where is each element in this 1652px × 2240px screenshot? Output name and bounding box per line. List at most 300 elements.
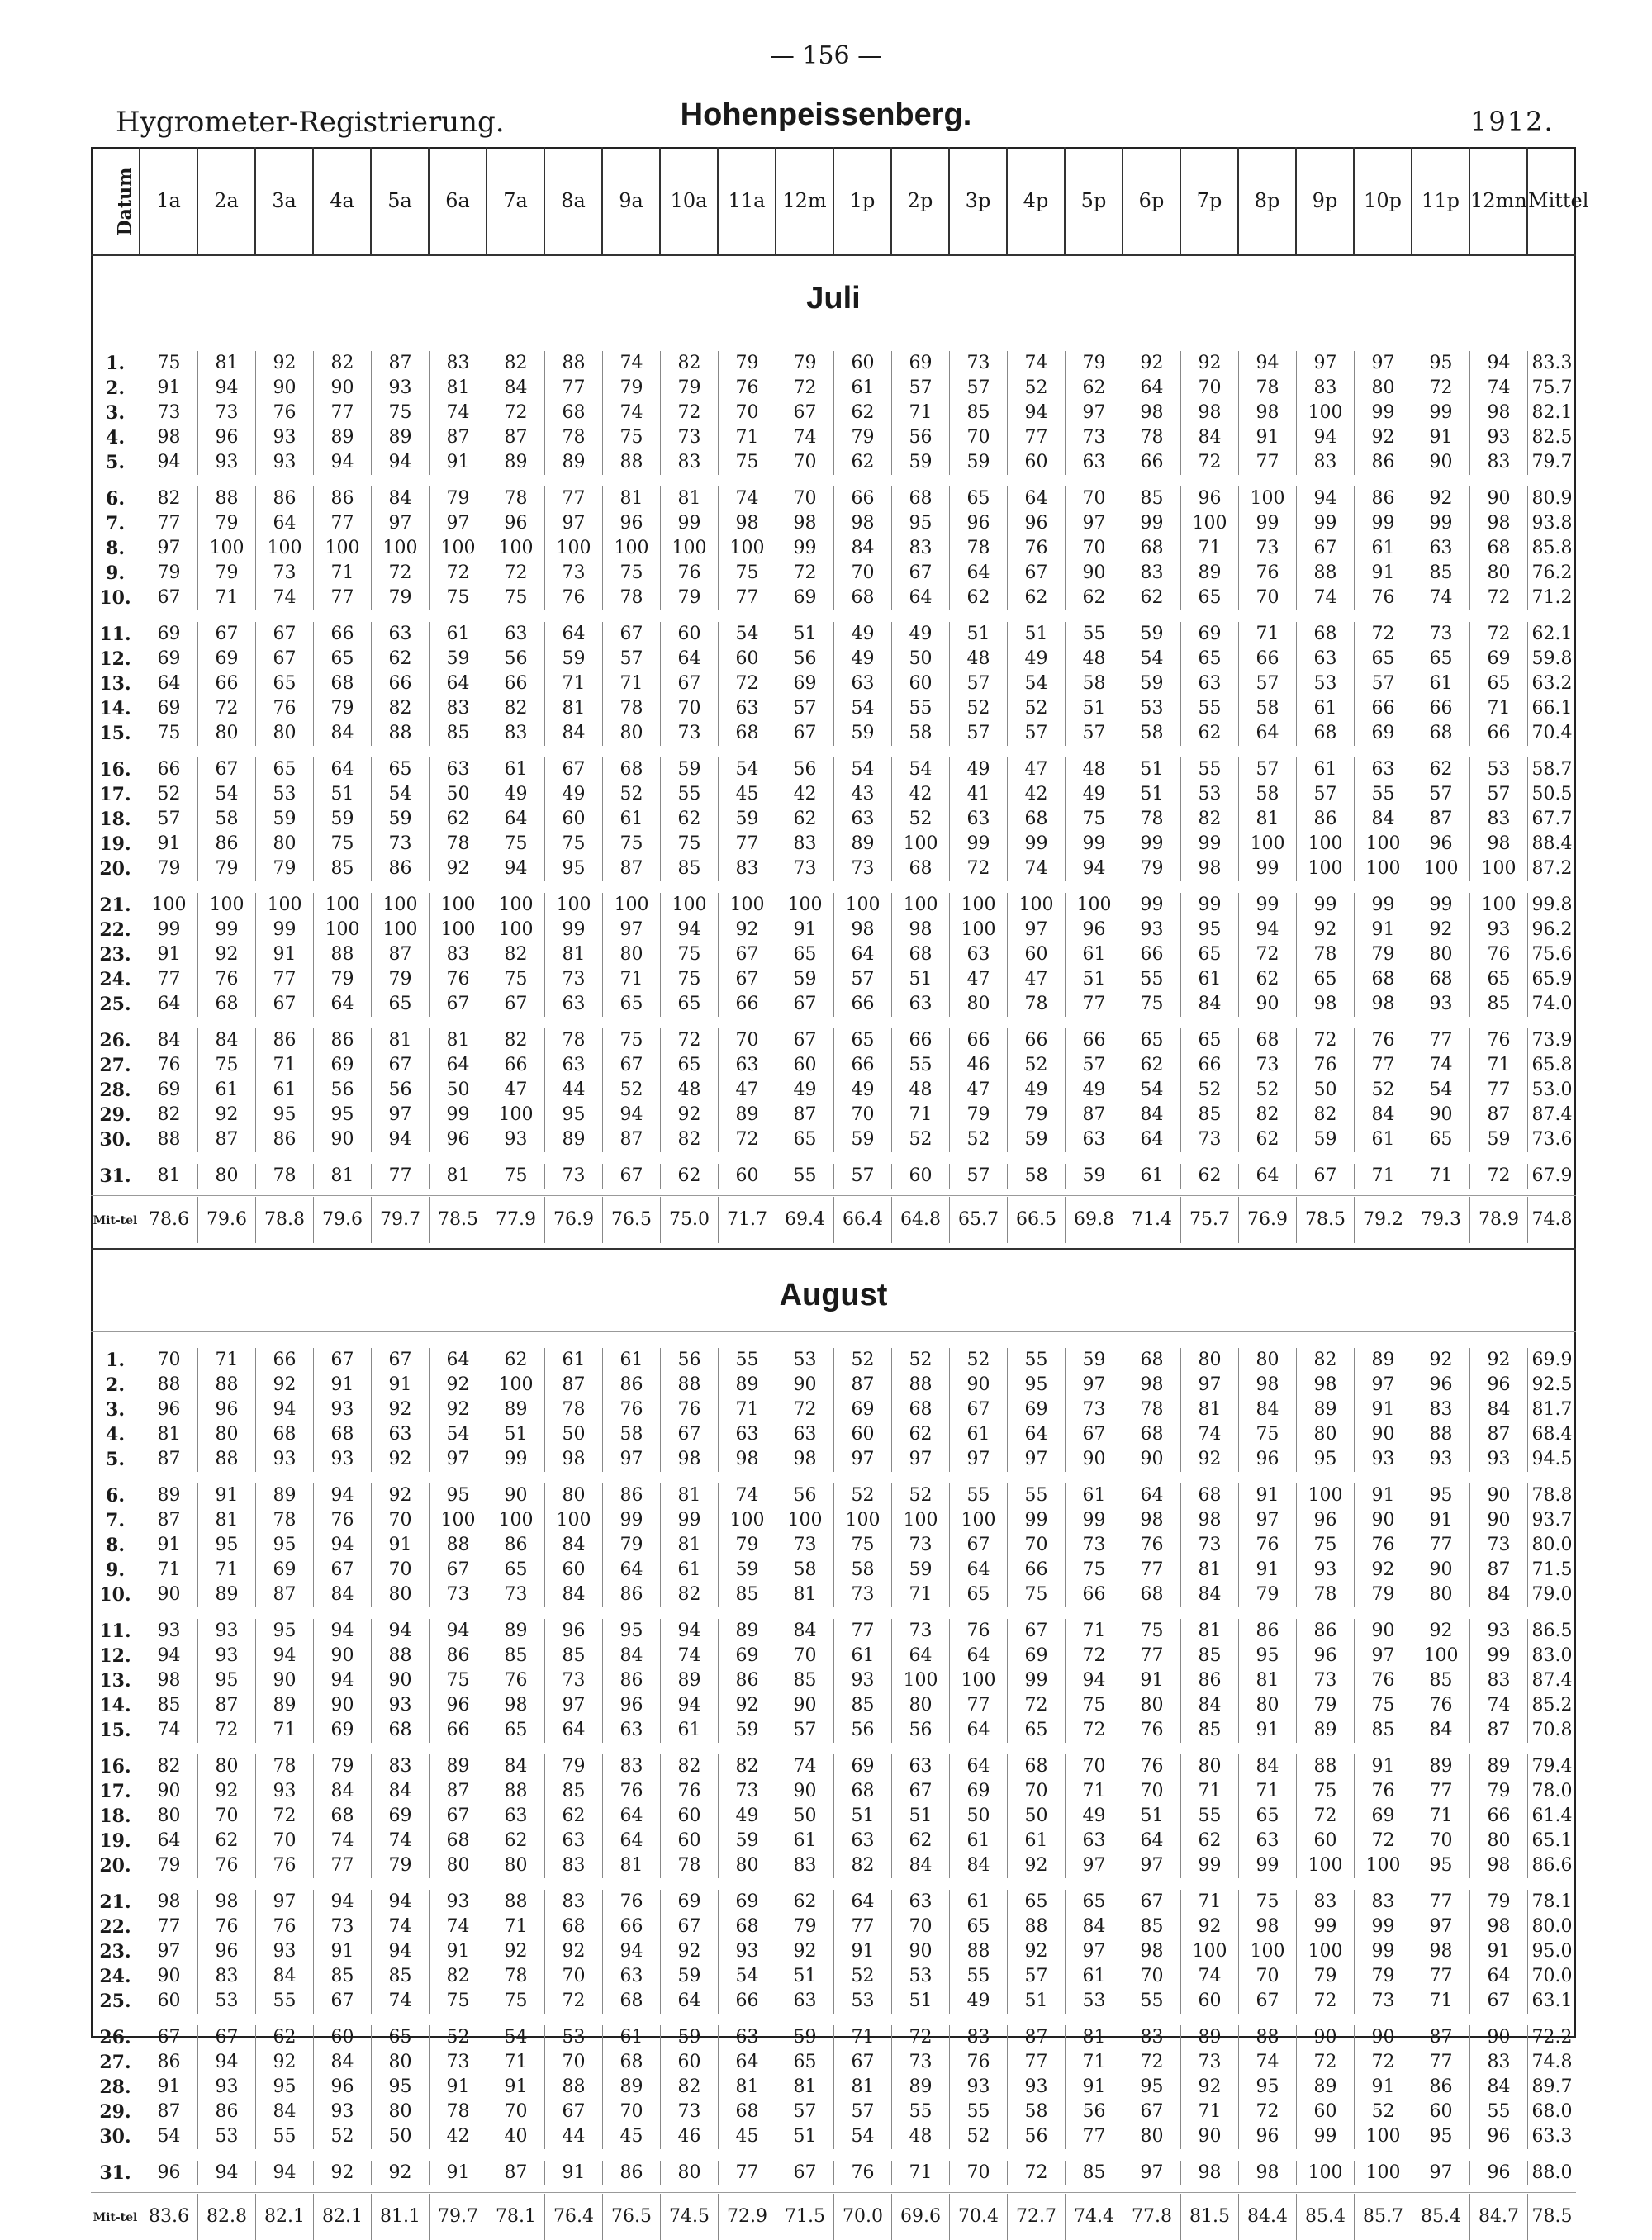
humidity-value: 94 <box>198 376 256 401</box>
table-row <box>91 376 1576 401</box>
humidity-value: 76 <box>950 1619 1008 1644</box>
humidity-value: 97 <box>1066 401 1123 425</box>
humidity-value: 81 <box>661 486 719 511</box>
humidity-value: 72 <box>1123 2050 1181 2075</box>
humidity-value: 86 <box>603 2161 661 2185</box>
humidity-value: 79 <box>776 351 834 376</box>
humidity-value: 73 <box>776 1533 834 1558</box>
humidity-value: 52 <box>892 1127 950 1152</box>
humidity-value: 89 <box>545 1127 603 1152</box>
row-date: 15. <box>91 721 140 746</box>
table-row <box>91 1829 1576 1853</box>
row-date: 31. <box>91 1164 140 1189</box>
mean-row-label <box>91 2194 140 2240</box>
humidity-value: 69 <box>140 647 198 672</box>
table-row <box>91 351 1576 376</box>
humidity-value: 73 <box>661 425 719 450</box>
humidity-value: 100 <box>487 1103 545 1127</box>
humidity-value: 82 <box>487 351 545 376</box>
humidity-value: 98 <box>487 1693 545 1718</box>
humidity-value: 71 <box>314 561 372 586</box>
humidity-value: 82 <box>1297 1103 1355 1127</box>
humidity-value: 67 <box>719 942 776 967</box>
daily-mean: 80.0 <box>1531 1535 1573 1555</box>
humidity-value: 65 <box>1181 1028 1239 1053</box>
row-date: 17. <box>91 782 140 807</box>
humidity-value: 60 <box>834 1422 892 1447</box>
humidity-value: 68 <box>834 1779 892 1804</box>
humidity-value: 71 <box>892 1583 950 1607</box>
humidity-value: 57 <box>950 1164 1008 1189</box>
humidity-value: 99 <box>430 1103 487 1127</box>
humidity-value: 84 <box>776 1619 834 1644</box>
humidity-value: 92 <box>314 2161 372 2185</box>
humidity-value: 65 <box>1412 1127 1470 1152</box>
humidity-value: 82 <box>661 1754 719 1779</box>
table-row <box>91 647 1576 672</box>
humidity-value: 100 <box>1297 1939 1355 1964</box>
humidity-value: 57 <box>1008 721 1066 746</box>
humidity-value: 68 <box>1008 1754 1066 1779</box>
humidity-value: 88 <box>140 1373 198 1398</box>
humidity-value: 88 <box>1239 2025 1297 2050</box>
humidity-value: 87 <box>1470 1422 1528 1447</box>
humidity-value: 63 <box>545 1829 603 1853</box>
column-header-hour: 10a <box>661 147 719 254</box>
humidity-value: 82 <box>1297 1348 1355 1373</box>
humidity-value: 77 <box>314 1853 372 1878</box>
humidity-value: 95 <box>1412 1483 1470 1508</box>
humidity-value: 74 <box>776 1754 834 1779</box>
humidity-value: 88 <box>198 1447 256 1472</box>
hourly-mean: 79.6 <box>314 1197 372 1243</box>
humidity-value: 75 <box>1123 992 1181 1017</box>
hourly-mean: 69.8 <box>1066 1197 1123 1243</box>
hourly-mean: 79.6 <box>198 1197 256 1243</box>
humidity-value: 57 <box>140 807 198 832</box>
daily-mean: 81.7 <box>1531 1399 1573 1420</box>
humidity-value: 80 <box>1239 1693 1297 1718</box>
humidity-value: 71 <box>1066 1619 1123 1644</box>
humidity-value: 61 <box>1412 672 1470 696</box>
humidity-value: 65 <box>372 992 430 1017</box>
humidity-value: 100 <box>1066 893 1123 918</box>
humidity-value: 72 <box>1066 1718 1123 1743</box>
humidity-value: 76 <box>198 1915 256 1939</box>
humidity-value: 100 <box>1297 401 1355 425</box>
humidity-value: 94 <box>198 2161 256 2185</box>
daily-mean: 88.0 <box>1531 2162 1573 2183</box>
humidity-value: 70 <box>661 696 719 721</box>
hourly-mean: 71.4 <box>1123 1197 1181 1243</box>
humidity-value: 71 <box>1412 1804 1470 1829</box>
hourly-mean: 81.5 <box>1181 2194 1239 2240</box>
humidity-value: 63 <box>834 1829 892 1853</box>
humidity-value: 91 <box>1239 1558 1297 1583</box>
humidity-value: 91 <box>430 450 487 475</box>
humidity-value: 78 <box>487 486 545 511</box>
humidity-value: 59 <box>892 450 950 475</box>
humidity-value: 80 <box>1123 1693 1181 1718</box>
humidity-value: 90 <box>776 1693 834 1718</box>
humidity-value: 67 <box>198 2025 256 2050</box>
humidity-value: 99 <box>1470 1644 1528 1668</box>
humidity-value: 100 <box>1355 2161 1412 2185</box>
humidity-value: 42 <box>430 2124 487 2149</box>
humidity-value: 91 <box>1355 1754 1412 1779</box>
humidity-value: 50 <box>372 2124 430 2149</box>
humidity-value: 73 <box>776 857 834 881</box>
humidity-value: 90 <box>1355 1422 1412 1447</box>
daily-mean: 62.1 <box>1531 624 1573 644</box>
humidity-value: 90 <box>1412 450 1470 475</box>
daily-mean: 75.7 <box>1531 377 1573 398</box>
humidity-value: 86 <box>1239 1619 1297 1644</box>
humidity-value: 60 <box>661 1829 719 1853</box>
humidity-value: 61 <box>430 622 487 647</box>
humidity-value: 55 <box>892 696 950 721</box>
humidity-value: 80 <box>1470 1829 1528 1853</box>
humidity-value: 80 <box>487 1853 545 1878</box>
humidity-value: 97 <box>1008 918 1066 942</box>
humidity-value: 81 <box>430 376 487 401</box>
humidity-value: 92 <box>1297 918 1355 942</box>
humidity-value: 72 <box>198 1718 256 1743</box>
humidity-value: 96 <box>1181 486 1239 511</box>
humidity-value: 69 <box>1008 1644 1066 1668</box>
humidity-value: 73 <box>892 1533 950 1558</box>
humidity-value: 54 <box>834 2124 892 2149</box>
humidity-value: 98 <box>1470 511 1528 536</box>
row-date: 9. <box>91 1558 140 1583</box>
humidity-value: 51 <box>1066 967 1123 992</box>
humidity-value: 63 <box>1355 757 1412 782</box>
humidity-value: 67 <box>661 1422 719 1447</box>
humidity-value: 94 <box>1297 486 1355 511</box>
humidity-value: 64 <box>256 511 314 536</box>
humidity-value: 64 <box>1008 486 1066 511</box>
humidity-value: 71 <box>256 1718 314 1743</box>
hourly-mean: 66.5 <box>1008 1197 1066 1243</box>
humidity-value: 53 <box>1123 696 1181 721</box>
humidity-value: 68 <box>1123 1583 1181 1607</box>
hourly-mean: 78.1 <box>487 2194 545 2240</box>
humidity-value: 45 <box>719 782 776 807</box>
humidity-value: 54 <box>1008 672 1066 696</box>
humidity-value: 65 <box>776 2050 834 2075</box>
humidity-value: 67 <box>950 1398 1008 1422</box>
humidity-value: 89 <box>719 1103 776 1127</box>
humidity-value: 70 <box>1123 1964 1181 1989</box>
humidity-value: 53 <box>198 2124 256 2149</box>
hourly-mean: 83.6 <box>140 2194 198 2240</box>
hourly-mean: 76.9 <box>1239 1197 1297 1243</box>
humidity-value: 84 <box>1355 1103 1412 1127</box>
humidity-value: 52 <box>834 1483 892 1508</box>
humidity-value: 90 <box>1066 561 1123 586</box>
humidity-value: 51 <box>950 622 1008 647</box>
humidity-value: 74 <box>314 1829 372 1853</box>
humidity-value: 85 <box>1412 561 1470 586</box>
humidity-value: 99 <box>1297 893 1355 918</box>
humidity-value: 82 <box>314 351 372 376</box>
humidity-value: 69 <box>314 1718 372 1743</box>
daily-mean: 65.1 <box>1531 1830 1573 1851</box>
humidity-value: 48 <box>892 1078 950 1103</box>
daily-mean: 65.8 <box>1531 1055 1573 1075</box>
humidity-value: 99 <box>1066 832 1123 857</box>
humidity-value: 76 <box>661 1398 719 1422</box>
humidity-value: 88 <box>1412 1422 1470 1447</box>
humidity-value: 84 <box>1181 1693 1239 1718</box>
humidity-value: 61 <box>487 757 545 782</box>
humidity-value: 78 <box>1123 807 1181 832</box>
humidity-value: 67 <box>1239 1989 1297 2014</box>
humidity-value: 80 <box>1355 376 1412 401</box>
humidity-value: 89 <box>661 1668 719 1693</box>
humidity-value: 91 <box>1355 2075 1412 2100</box>
humidity-value: 62 <box>1181 721 1239 746</box>
humidity-value: 63 <box>1239 1829 1297 1853</box>
humidity-value: 54 <box>719 757 776 782</box>
table-row <box>91 992 1576 1017</box>
year-label: 1912. <box>1470 106 1555 137</box>
column-header-hour: 8p <box>1239 147 1297 254</box>
hourly-mean: 76.5 <box>603 1197 661 1243</box>
humidity-value: 88 <box>372 1644 430 1668</box>
mean-row-label <box>91 1197 140 1243</box>
humidity-value: 64 <box>603 1558 661 1583</box>
humidity-value: 86 <box>140 2050 198 2075</box>
humidity-value: 77 <box>834 1619 892 1644</box>
humidity-value: 70 <box>372 1508 430 1533</box>
humidity-value: 63 <box>719 1422 776 1447</box>
humidity-value: 75 <box>1355 1693 1412 1718</box>
humidity-value: 62 <box>1123 586 1181 610</box>
humidity-value: 98 <box>1470 401 1528 425</box>
humidity-value: 92 <box>1470 1348 1528 1373</box>
humidity-value: 98 <box>1123 1508 1181 1533</box>
humidity-value: 80 <box>1181 1754 1239 1779</box>
humidity-value: 81 <box>719 2075 776 2100</box>
humidity-value: 68 <box>1123 1348 1181 1373</box>
humidity-value: 95 <box>256 2075 314 2100</box>
humidity-value: 59 <box>892 1558 950 1583</box>
humidity-value: 74 <box>1181 1964 1239 1989</box>
humidity-value: 67 <box>1470 1989 1528 2014</box>
humidity-value: 41 <box>950 782 1008 807</box>
humidity-value: 93 <box>256 1779 314 1804</box>
humidity-value: 86 <box>198 832 256 857</box>
humidity-value: 68 <box>603 2050 661 2075</box>
humidity-value: 100 <box>372 918 430 942</box>
humidity-value: 92 <box>1181 1915 1239 1939</box>
humidity-value: 93 <box>1008 2075 1066 2100</box>
humidity-value: 62 <box>834 401 892 425</box>
humidity-value: 81 <box>430 1164 487 1189</box>
humidity-value: 64 <box>314 757 372 782</box>
humidity-value: 100 <box>950 893 1008 918</box>
humidity-value: 76 <box>719 376 776 401</box>
humidity-value: 98 <box>140 1668 198 1693</box>
humidity-value: 91 <box>314 1939 372 1964</box>
daily-mean: 87.4 <box>1531 1670 1573 1691</box>
humidity-value: 56 <box>892 1718 950 1743</box>
humidity-value: 100 <box>1008 893 1066 918</box>
humidity-value: 65 <box>1470 672 1528 696</box>
humidity-value: 82 <box>140 1754 198 1779</box>
humidity-value: 83 <box>1470 2050 1528 2075</box>
humidity-value: 62 <box>1181 1829 1239 1853</box>
hourly-mean: 64.8 <box>892 1197 950 1243</box>
humidity-value: 66 <box>314 622 372 647</box>
humidity-value: 80 <box>661 2161 719 2185</box>
humidity-value: 73 <box>430 1583 487 1607</box>
humidity-value: 67 <box>545 757 603 782</box>
humidity-value: 50 <box>950 1804 1008 1829</box>
humidity-value: 100 <box>430 893 487 918</box>
humidity-value: 76 <box>1470 942 1528 967</box>
humidity-value: 61 <box>834 1644 892 1668</box>
humidity-value: 100 <box>1239 1939 1297 1964</box>
humidity-value: 79 <box>1470 1890 1528 1915</box>
humidity-value: 91 <box>545 2161 603 2185</box>
daily-mean: 70.4 <box>1531 723 1573 743</box>
humidity-value: 85 <box>1412 1668 1470 1693</box>
humidity-value: 57 <box>950 376 1008 401</box>
humidity-value: 81 <box>776 1583 834 1607</box>
humidity-value: 92 <box>1412 918 1470 942</box>
table-row <box>91 893 1576 918</box>
humidity-value: 88 <box>372 721 430 746</box>
table-row <box>91 2025 1576 2050</box>
humidity-value: 69 <box>1470 647 1528 672</box>
humidity-value: 79 <box>1355 942 1412 967</box>
humidity-value: 63 <box>892 1754 950 1779</box>
humidity-value: 76 <box>314 1508 372 1533</box>
humidity-value: 87 <box>776 1103 834 1127</box>
humidity-value: 99 <box>1239 857 1297 881</box>
humidity-value: 48 <box>661 1078 719 1103</box>
humidity-value: 89 <box>603 2075 661 2100</box>
humidity-value: 98 <box>1181 1508 1239 1533</box>
humidity-value: 71 <box>256 1053 314 1078</box>
humidity-value: 91 <box>1239 1483 1297 1508</box>
humidity-value: 81 <box>372 1028 430 1053</box>
daily-mean: 82.5 <box>1531 427 1573 448</box>
humidity-value: 84 <box>834 536 892 561</box>
humidity-value: 67 <box>372 1348 430 1373</box>
humidity-value: 53 <box>1470 757 1528 782</box>
humidity-value: 99 <box>1123 511 1181 536</box>
hourly-mean: 79.3 <box>1412 1197 1470 1243</box>
humidity-value: 54 <box>198 782 256 807</box>
humidity-value: 61 <box>1008 1829 1066 1853</box>
row-date: 7. <box>91 1508 140 1533</box>
humidity-value: 71 <box>1066 1779 1123 1804</box>
humidity-value: 58 <box>1008 1164 1066 1189</box>
humidity-value: 76 <box>545 586 603 610</box>
column-header-hour: 11p <box>1412 147 1470 254</box>
humidity-value: 75 <box>1297 1779 1355 1804</box>
humidity-value: 86 <box>256 1028 314 1053</box>
humidity-value: 70 <box>603 2100 661 2124</box>
humidity-value: 83 <box>372 1754 430 1779</box>
column-header-hour: 11a <box>719 147 776 254</box>
humidity-value: 96 <box>430 1693 487 1718</box>
row-date: 3. <box>91 1398 140 1422</box>
humidity-value: 87 <box>198 1127 256 1152</box>
humidity-value: 65 <box>776 1127 834 1152</box>
humidity-value: 91 <box>1066 2075 1123 2100</box>
humidity-value: 90 <box>1181 2124 1239 2149</box>
humidity-value: 93 <box>1470 1447 1528 1472</box>
humidity-value: 74 <box>661 1644 719 1668</box>
humidity-value: 72 <box>487 401 545 425</box>
humidity-value: 93 <box>256 1447 314 1472</box>
hourly-mean: 65.7 <box>950 1197 1008 1243</box>
humidity-value: 94 <box>603 1939 661 1964</box>
humidity-value: 99 <box>1297 1915 1355 1939</box>
humidity-value: 53 <box>545 2025 603 2050</box>
humidity-value: 68 <box>430 1829 487 1853</box>
humidity-value: 47 <box>950 967 1008 992</box>
humidity-value: 76 <box>1239 561 1297 586</box>
humidity-value: 81 <box>1239 807 1297 832</box>
humidity-value: 70 <box>776 1644 834 1668</box>
humidity-value: 94 <box>372 1619 430 1644</box>
table-row <box>91 1890 1576 1915</box>
humidity-value: 99 <box>1239 1853 1297 1878</box>
daily-mean: 63.1 <box>1531 1991 1573 2011</box>
humidity-value: 78 <box>1239 376 1297 401</box>
humidity-value: 77 <box>1412 1533 1470 1558</box>
humidity-value: 51 <box>1123 757 1181 782</box>
humidity-value: 94 <box>372 450 430 475</box>
humidity-value: 97 <box>1181 1373 1239 1398</box>
humidity-value: 55 <box>256 2124 314 2149</box>
humidity-value: 100 <box>430 536 487 561</box>
humidity-value: 73 <box>661 2100 719 2124</box>
humidity-value: 97 <box>256 1890 314 1915</box>
humidity-value: 98 <box>719 1447 776 1472</box>
humidity-value: 57 <box>1066 721 1123 746</box>
humidity-value: 60 <box>314 2025 372 2050</box>
humidity-value: 94 <box>1239 918 1297 942</box>
humidity-value: 100 <box>661 536 719 561</box>
row-date: 13. <box>91 672 140 696</box>
humidity-value: 76 <box>1123 1718 1181 1743</box>
humidity-value: 67 <box>661 1915 719 1939</box>
humidity-value: 53 <box>834 1989 892 2014</box>
humidity-value: 49 <box>834 622 892 647</box>
humidity-value: 64 <box>834 1890 892 1915</box>
humidity-value: 52 <box>1181 1078 1239 1103</box>
humidity-value: 90 <box>487 1483 545 1508</box>
humidity-value: 57 <box>834 2100 892 2124</box>
daily-mean: 70.8 <box>1531 1720 1573 1740</box>
humidity-value: 62 <box>892 1829 950 1853</box>
column-header-hour: 3a <box>256 147 314 254</box>
humidity-value: 99 <box>1008 1508 1066 1533</box>
humidity-value: 68 <box>892 1398 950 1422</box>
monthly-mean: 74.8 <box>1531 1209 1573 1230</box>
humidity-value: 77 <box>834 1915 892 1939</box>
humidity-value: 92 <box>372 2161 430 2185</box>
table-row <box>91 401 1576 425</box>
humidity-value: 91 <box>140 942 198 967</box>
humidity-value: 61 <box>198 1078 256 1103</box>
